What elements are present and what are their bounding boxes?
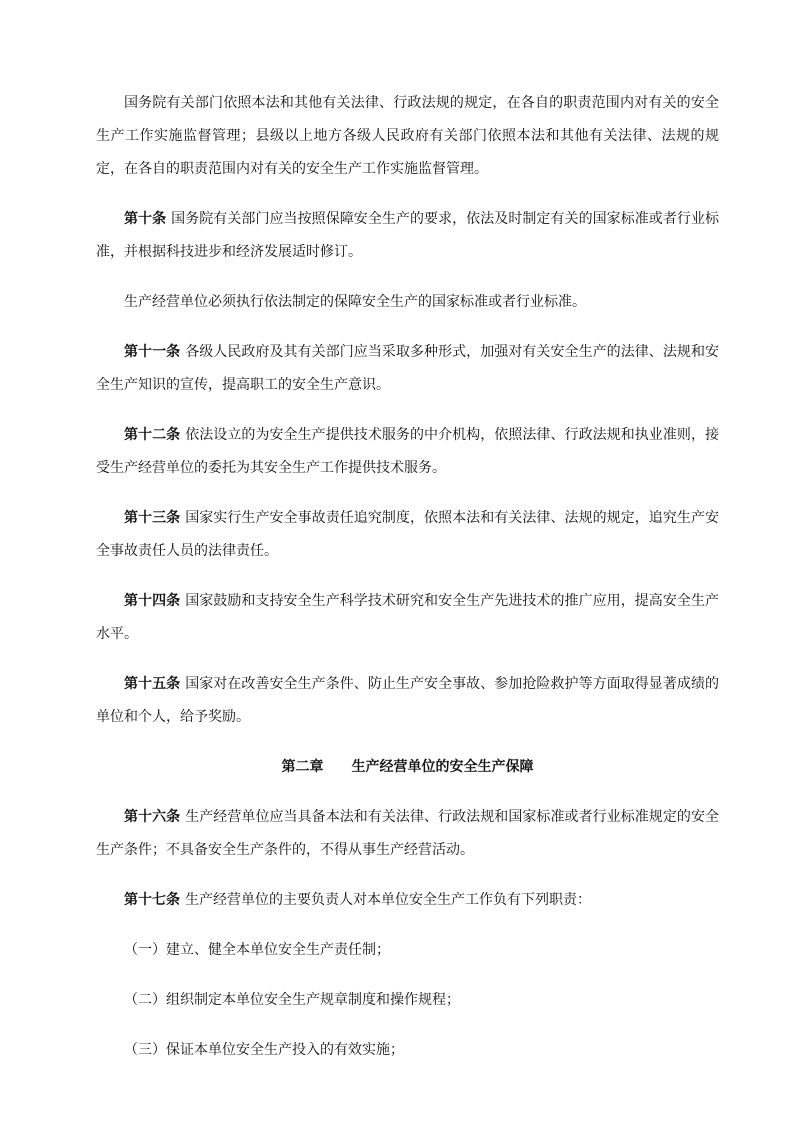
article-10 [96,203,719,269]
article-17 [96,884,719,917]
article-label: 第十四条 [124,593,181,609]
article-16 [96,801,719,867]
paragraph-text: 各级人民政府及其有关部门应当采取多种形式，加强对有关安全生产的法律、法规和安全生产知识的宣传，提高职工的安全生产意识。 [96,344,720,393]
article-11 [96,336,719,402]
list-item [96,984,719,1017]
paragraph-text: 生产经营单位必须执行依法制定的保障安全生产的国家标准或者行业标准。 [124,294,586,310]
article-label: 第十七条 [124,892,180,908]
paragraph-text: 国家对在改善安全生产条件、防止生产安全事故、参加抢险救护等方面取得显著成绩的单位和个人，给予奖励。 [96,676,720,725]
article-14 [96,585,719,651]
article-label: 第十条 [124,211,167,227]
article-13 [96,502,719,568]
paragraph-text: （三）保证本单位安全生产投入的有效实施； [124,1042,404,1058]
paragraph-text: 国家鼓励和支持安全生产科学技术研究和安全生产先进技术的推广应用，提高安全生产水平。 [96,593,720,642]
paragraph-text: （一）建立、健全本单位安全生产责任制； [124,942,390,958]
article-label: 第十一条 [124,344,181,360]
list-item [96,934,719,967]
paragraph-text: 国家实行生产安全事故责任追究制度，依照本法和有关法律、法规的规定，追究生产安全事故责任人员的法律责任。 [96,510,720,559]
paragraph-text: 国务院有关部门应当按照保障安全生产的要求，依法及时制定有关的国家标准或者行业标准，并根据科技进步和经济发展适时修订。 [96,211,720,260]
article-label: 第十五条 [124,676,181,692]
article-12 [96,419,719,485]
paragraph-text: （二）组织制定本单位安全生产规章制度和操作规程； [124,992,460,1008]
article-15 [96,668,719,734]
article-label: 第十二条 [124,427,181,443]
paragraph-text: 国务院有关部门依照本法和其他有关法律、行政法规的规定，在各自的职责范围内对有关的安全生产工作实施监督管理；县级以上地方各级人民政府有关部门依照本法和其他有关法律、法规的规定，在各自的职责范围内对有关的安全生产工作实施监督管理。 [96,95,719,177]
article-label: 第十六条 [124,809,181,825]
chapter-number: 第二章 [281,759,324,775]
paragraph [96,286,719,319]
document-page [96,87,719,1084]
paragraph-text: 生产经营单位的主要负责人对本单位安全生产工作负有下列职责： [185,892,591,908]
paragraph [96,87,719,186]
paragraph-text: 生产经营单位应当具备本法和有关法律、行政法规和国家标准或者行业标准规定的安全生产条件；不具备安全生产条件的，不得从事生产经营活动。 [96,809,720,858]
list-item [96,1034,719,1067]
paragraph-text: 依法设立的为安全生产提供技术服务的中介机构，依照法律、行政法规和执业准则，接受生产经营单位的委托为其安全生产工作提供技术服务。 [96,427,720,476]
chapter-heading [96,751,719,784]
chapter-title: 生产经营单位的安全生产保障 [351,759,534,775]
article-label: 第十三条 [124,510,181,526]
